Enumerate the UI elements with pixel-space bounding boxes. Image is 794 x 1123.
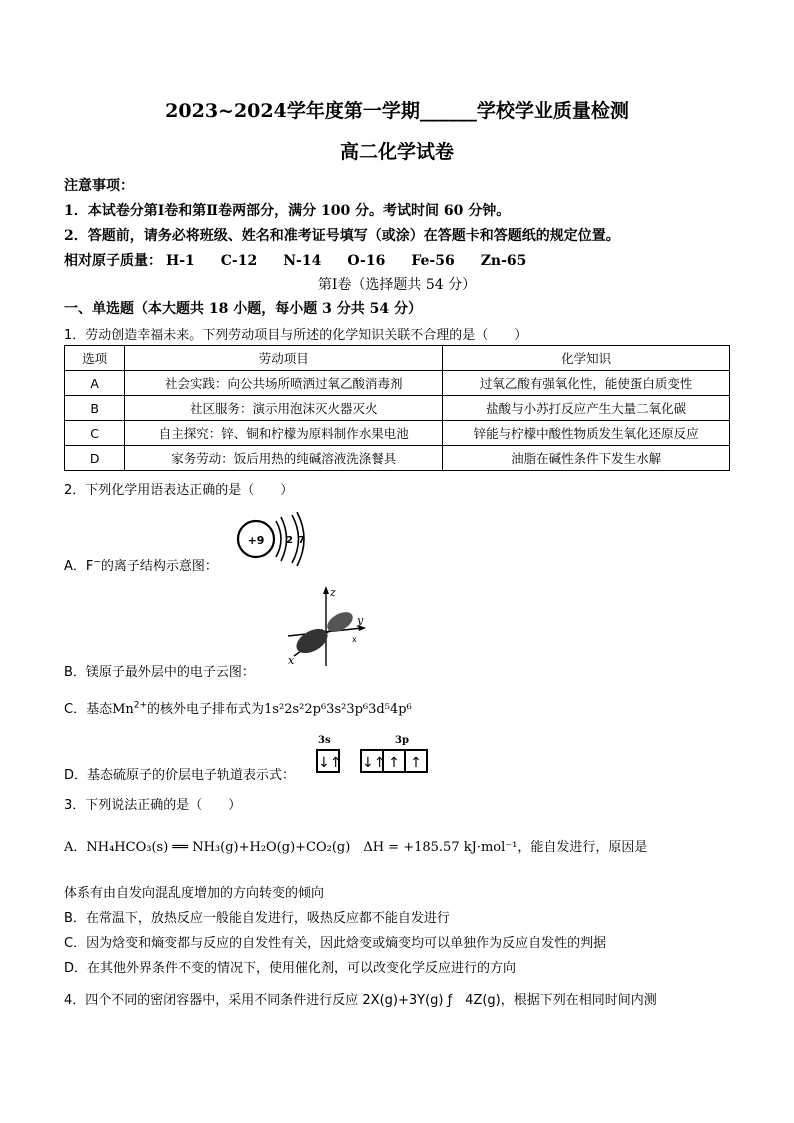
- atomic-mass-h: H-1: [166, 253, 195, 269]
- table-row: [65, 446, 730, 471]
- q2-stem: 2．下列化学用语表达正确的是（ ）: [64, 483, 294, 498]
- q1-stem: 1．劳动创造幸福未来。下列劳动项目与所述的化学知识关联不合理的是（ ）: [64, 328, 528, 343]
- exam-title: 2023~2024学年度第一学期______学校学业质量检测: [165, 100, 629, 122]
- shell-1-count: 2: [286, 535, 293, 546]
- q2-option-a: [64, 555, 218, 574]
- table-cell: D: [65, 446, 125, 471]
- table-cell: 社会实践：向公共场所喷洒过氧乙酸消毒剂: [125, 371, 443, 396]
- table-cell: 过氧乙酸有强氧化性，能使蛋白质变性: [443, 371, 730, 396]
- table-cell: 油脂在碱性条件下发生水解: [443, 446, 730, 471]
- axis-y-label: y: [357, 614, 364, 627]
- table-header: 劳动项目: [125, 346, 443, 371]
- orbital-3s: [316, 749, 340, 773]
- q2-a-charge: −: [93, 557, 101, 568]
- ion-structure-diagram: [232, 512, 312, 568]
- table-cell: 锌能与柠檬中酸性物质发生氧化还原反应: [443, 421, 730, 446]
- section-heading: 一、单选题（本大题共 18 小题，每小题 3 分共 54 分）: [64, 301, 422, 317]
- axis-x-label: x: [288, 654, 295, 667]
- axis-z-label: z: [330, 586, 336, 599]
- table-cell: 盐酸与小苏打反应产生大量二氧化碳: [443, 396, 730, 421]
- shell-2-count: 7: [298, 535, 305, 546]
- svg-text:x: x: [352, 635, 357, 644]
- table-cell: B: [65, 396, 125, 421]
- label-3p: 3p: [395, 735, 409, 746]
- q2-a-text: 的离子结构示意图：: [100, 559, 218, 574]
- label-3s: 3s: [318, 735, 331, 746]
- q2-option-c: [64, 698, 412, 717]
- table-row: [65, 396, 730, 421]
- q2-c-config: 1s²2s²2p⁶3s²3p⁶3d⁵4p⁶: [264, 702, 412, 717]
- atomic-mass-n: N-14: [283, 253, 322, 269]
- atomic-mass-label: 相对原子质量：: [64, 253, 162, 269]
- orbital-3p: [360, 749, 428, 773]
- atomic-mass-c: C-12: [220, 253, 258, 269]
- notes-heading: 注意事项：: [64, 178, 134, 194]
- q1-table: [64, 345, 730, 471]
- orbital-box: ↓↑: [360, 749, 384, 773]
- electron-cloud-diagram: [282, 584, 374, 670]
- table-cell: C: [65, 421, 125, 446]
- orbital-box: ↑: [382, 749, 406, 773]
- q2-option-d: D．基态硫原子的价层电子轨道表示式：: [64, 768, 296, 783]
- atomic-mass-zn: Zn-65: [480, 253, 527, 269]
- q2-c-ion: Mn: [112, 702, 134, 717]
- table-header: 选项: [65, 346, 125, 371]
- table-cell: 家务劳动：饭后用热的纯碱溶液洗涤餐具: [125, 446, 443, 471]
- q3-option-c: C．因为焓变和熵变都与反应的自发性有关，因此焓变或熵变均可以单独作为反应自发性的判据: [64, 936, 607, 951]
- table-header: 化学知识: [443, 346, 730, 371]
- orbital-box: ↓↑: [316, 749, 340, 773]
- note-item-2: 2．答题前，请务必将班级、姓名和准考证号填写（或涂）在答题卡和答题纸的规定位置。: [64, 228, 620, 244]
- q3-stem: 3．下列说法正确的是（ ）: [64, 798, 242, 813]
- q2-c-prefix: C．基态: [64, 702, 113, 717]
- table-row: [65, 371, 730, 396]
- q3-option-a-cont: 体系有由自发向混乱度增加的方向转变的倾向: [64, 886, 325, 901]
- part1-heading: 第Ⅰ卷（选择题共 54 分）: [317, 277, 477, 293]
- orbital-box: ↑: [404, 749, 428, 773]
- q2-a-prefix: A．F: [64, 559, 94, 574]
- q2-c-text: 的核外电子排布式为: [147, 702, 265, 717]
- atomic-mass-o: O-16: [347, 253, 386, 269]
- nucleus-label: +9: [247, 534, 265, 547]
- atomic-mass-fe: Fe-56: [411, 253, 455, 269]
- table-header-row: [65, 346, 730, 371]
- atomic-masses: [64, 250, 526, 270]
- table-cell: 自主探究：锌、铜和柠檬为原料制作水果电池: [125, 421, 443, 446]
- q2-c-charge: 2+: [133, 700, 148, 711]
- q4-stem: 4．四个不同的密闭容器中，采用不同条件进行反应 2X(g)+3Y(g) ƒ 4Z(g)，根据下列在相同时间内测: [64, 993, 657, 1008]
- q2-option-b: B．镁原子最外层中的电子云图：: [64, 665, 255, 680]
- q3-option-d: D．在其他外界条件不变的情况下，使用催化剂，可以改变化学反应进行的方向: [64, 961, 517, 976]
- q3-option-b: B．在常温下，放热反应一般能自发进行，吸热反应都不能自发进行: [64, 911, 450, 926]
- exam-subtitle: 高二化学试卷: [339, 141, 454, 163]
- note-item-1: 1．本试卷分第Ⅰ卷和第Ⅱ卷两部分，满分 100 分。考试时间 60 分钟。: [64, 203, 511, 219]
- table-cell: 社区服务：演示用泡沫灭火器灭火: [125, 396, 443, 421]
- table-row: [65, 421, 730, 446]
- table-cell: A: [65, 371, 125, 396]
- q3-option-a: A．NH₄HCO₃(s) ══ NH₃(g)+H₂O(g)+CO₂(g) ΔH = +185.57 kJ·mol⁻¹，能自发进行，原因是: [64, 840, 648, 855]
